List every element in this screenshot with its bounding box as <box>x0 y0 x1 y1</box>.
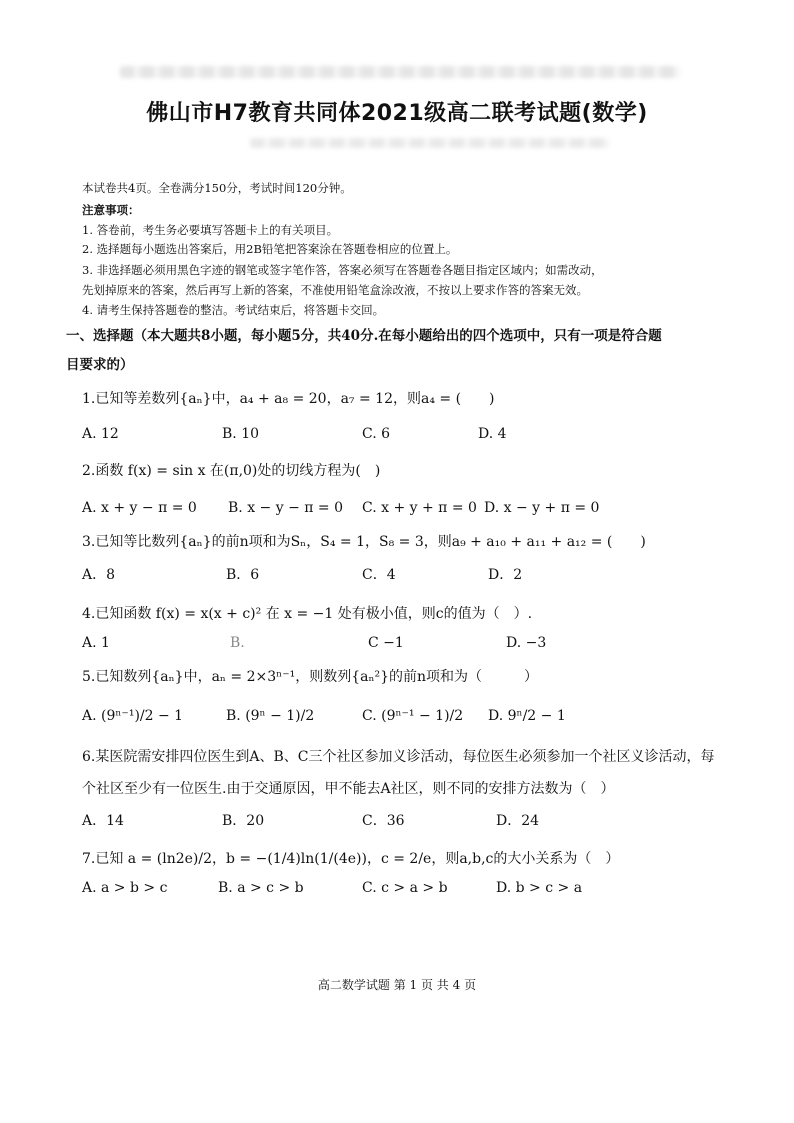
instruction-item: 4. 请考生保持答题卷的整洁。考试结束后，将答题卡交回。 <box>82 303 385 317</box>
instruction-item: 1. 答卷前，考生务必要填写答题卡上的有关项目。 <box>82 223 339 237</box>
question-6-option-a: A．14 <box>82 813 124 829</box>
question-7-option-d: D. b > c > a <box>496 880 583 896</box>
question-1-option-b: B. 10 <box>222 426 260 442</box>
page-footer: 高二数学试题 第 1 页 共 4 页 <box>317 978 477 992</box>
question-3-option-a: A．8 <box>82 567 116 583</box>
question-2-option-b: B. x − y − π = 0 <box>228 500 343 516</box>
question-1-option-a: A. 12 <box>82 426 119 442</box>
question-3-option-c: C．4 <box>362 567 396 583</box>
question-4-stem: 4.已知函数 f(x) = x(x + c)² 在 x = −1 处有极小值，则c的值为（ ）. <box>82 606 533 622</box>
question-4-option-c: C −1 <box>368 635 404 651</box>
question-5-option-a: A. (9ⁿ⁻¹)/2 − 1 <box>82 708 184 724</box>
question-2-option-a: A. x + y − π = 0 <box>82 500 197 516</box>
section-heading: 一、选择题（本大题共8小题，每小题5分，共40分.在每小题给出的四个选项中，只有一项是符合题 <box>66 328 662 344</box>
question-1-option-c: C. 6 <box>362 426 391 442</box>
question-7-option-b: B. a > c > b <box>218 880 304 896</box>
question-5-stem: 5.已知数列{aₙ}中，aₙ = 2×3ⁿ⁻¹，则数列{aₙ²}的前n项和为（ ） <box>82 669 539 685</box>
instructions-heading: 注意事项： <box>82 203 140 217</box>
question-5-option-c: C. (9ⁿ⁻¹ − 1)/2 <box>362 708 464 724</box>
instruction-item: 先划掉原来的答案，然后再写上新的答案，不准使用铅笔盒涂改液，不按以上要求作答的答案无效。 <box>82 283 588 297</box>
faded-header-text <box>120 66 680 78</box>
question-2-option-d: D. x − y + π = 0 <box>484 500 600 516</box>
page-title: 佛山市H7教育共同体2021级高二联考试题(数学) <box>146 101 648 126</box>
question-5-option-d: D. 9ⁿ/2 − 1 <box>488 708 566 724</box>
question-7-option-c: C. c > a > b <box>362 880 448 896</box>
question-3-option-d: D．2 <box>488 567 523 583</box>
faded-subheader-text <box>250 138 610 148</box>
question-1-option-d: D. 4 <box>478 426 507 442</box>
question-6-option-d: D．24 <box>496 813 540 829</box>
question-6-stem: 6.某医院需安排四位医生到A、B、C三个社区参加义诊活动，每位医生必须参加一个社区义诊活动，每 <box>82 749 715 765</box>
question-4-option-b: B. <box>230 635 245 651</box>
question-2-stem: 2.函数 f(x) = sin x 在(π,0)处的切线方程为( ) <box>82 463 381 479</box>
question-7-option-a: A. a > b > c <box>82 880 168 896</box>
question-3-stem: 3.已知等比数列{aₙ}的前n项和为Sₙ，S₄ = 1，S₈ = 3，则a₉ + a₁₀ + a₁₁ + a₁₂ = ( ) <box>82 534 646 550</box>
question-5-option-b: B. (9ⁿ − 1)/2 <box>226 708 315 724</box>
question-4-option-a: A. 1 <box>82 635 110 651</box>
instruction-item: 3. 非选择题必须用黑色字迹的钢笔或签字笔作答，答案必须写在答题卷各题目指定区域内；如需改动， <box>82 263 603 277</box>
question-1-stem: 1.已知等差数列{aₙ}中，a₄ + a₈ = 20，a₇ = 12，则a₄ = ( ) <box>82 391 495 407</box>
question-3-option-b: B．6 <box>226 567 260 583</box>
instructions-intro: 本试卷共4页。全卷满分150分，考试时间120分钟。 <box>82 181 352 195</box>
section-heading-cont: 目要求的） <box>66 357 134 373</box>
question-7-stem: 7.已知 a = (ln2e)/2，b = −(1/4)ln(1/(4e))，c = 2/e，则a,b,c的大小关系为（ ） <box>82 851 620 867</box>
question-6-option-b: B．20 <box>222 813 265 829</box>
question-6-stem-cont: 个社区至少有一位医生.由于交通原因，甲不能去A社区，则不同的安排方法数为（ ） <box>82 781 615 797</box>
question-6-option-c: C．36 <box>362 813 405 829</box>
question-2-option-c: C. x + y + π = 0 <box>362 500 477 516</box>
question-4-option-d: D. −3 <box>506 635 547 651</box>
instruction-item: 2. 选择题每小题选出答案后，用2B铅笔把答案涂在答题卷相应的位置上。 <box>82 242 458 256</box>
